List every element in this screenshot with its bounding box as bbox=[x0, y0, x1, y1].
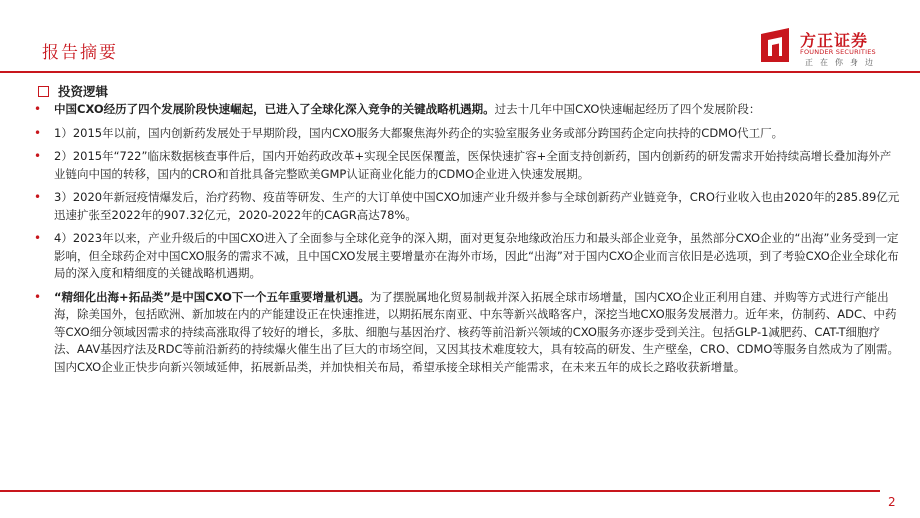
founder-logo-icon bbox=[755, 26, 795, 64]
logo-slogan: 正在你身边 bbox=[805, 58, 880, 67]
bullet-item bbox=[32, 289, 902, 377]
bullet-item bbox=[32, 101, 902, 119]
bullet-item bbox=[32, 148, 902, 183]
bullet-text: 3）2020年新冠疫情爆发后，治疗药物、疫苗等研发、生产的大订单使中国CXO加速产业升级并参与全球创新药产业链竞争，CRO行业收入也由2020年的285.89亿元迅速扩张至2022年的907.32亿元，2020-2022年的CAGR高达78%。 bbox=[54, 190, 900, 222]
bullet-item bbox=[32, 189, 902, 224]
logo-name: 方正证券 bbox=[800, 31, 869, 50]
summary-content bbox=[32, 101, 902, 382]
company-logo bbox=[755, 24, 915, 68]
bullet-text: 过去十几年中国CXO快速崛起经历了四个发展阶段： bbox=[494, 102, 761, 116]
bullet-text: 4）2023年以来，产业升级后的中国CXO进入了全面参与全球化竞争的深入期，面对更复杂地缘政治压力和最头部企业竞争，虽然部分CXO企业的“出海”业务受到一定影响，但全球药企对中国CXO服务的需求不减，且中国CXO发展主要增量亦在海外市场，因此“出海”对于国内CXO企业而言依旧是必选项，到了考验CXO企业全球化布局的深入度和精细度的关键战略机遇期。 bbox=[54, 231, 899, 280]
bullet-text: 为了摆脱属地化贸易制裁并深入拓展全球市场增量，国内CXO企业正利用自建、并购等方式进行产能出海，除美国外，包括欧洲、新加坡在内的产能建设正在快速推进，以期拓展东南亚、中东等新兴战略客户，深挖当地CXO服务发展潜力。近年来，仿制药、ADC、中药等CXO细分领域因需求的持续高涨取得了较好的增长，多肽、细胞与基因治疗、核药等前沿新兴领域的CXO服务亦逐步受到关注。包括GLP-1减肥药、CAT-T细胞疗法、AAV基因疗法及RDC等前沿新药的持续爆火催生出了巨大的市场空间，又因其技术难度较大，具有较高的研发、生产壁垒，CRO、CDMO等服务自然成为了刚需。国内CXO企业正快步向新兴领域延伸，拓展新品类，并加快相关布局，希望承接全球相关产能需求，在未来五年的成长之路收获新增量。 bbox=[54, 289, 899, 374]
section-heading bbox=[38, 83, 108, 99]
bullet-bold: 中国CXO经历了四个发展阶段快速崛起，已进入了全球化深入竞争的关键战略机遇期。 bbox=[54, 102, 495, 116]
bullet-text: 2）2015年“722”临床数据核查事件后，国内开始药政改革+实现全民医保覆盖，医保快速扩容+全面支持创新药，国内创新药的研发需求开始持续高增长叠加海外产业链向中国的转移，国内的CRO和首批具备完整欧美GMP认证商业化能力的CDMO企业进入快速发展期。 bbox=[54, 149, 892, 181]
square-bullet-icon bbox=[38, 86, 49, 97]
logo-english-name: FOUNDER SECURITIES bbox=[800, 48, 876, 56]
bullet-item bbox=[32, 125, 902, 143]
footer-divider bbox=[0, 490, 880, 492]
section-label: 投资逻辑 bbox=[58, 84, 109, 99]
page-number: 2 bbox=[888, 495, 896, 509]
bullet-bold: “精细化出海+拓品类”是中国CXO下一个五年重要增量机遇。 bbox=[54, 289, 370, 304]
bullet-text: 1）2015年以前，国内创新药发展处于早期阶段，国内CXO服务大都聚焦海外药企的实验室服务业务或部分跨国药企定向扶持的CDMO代工厂。 bbox=[54, 125, 784, 140]
bullet-item bbox=[32, 230, 902, 283]
page-header bbox=[0, 0, 920, 74]
page-title: 报告摘要 bbox=[42, 43, 118, 63]
header-divider bbox=[0, 71, 920, 73]
